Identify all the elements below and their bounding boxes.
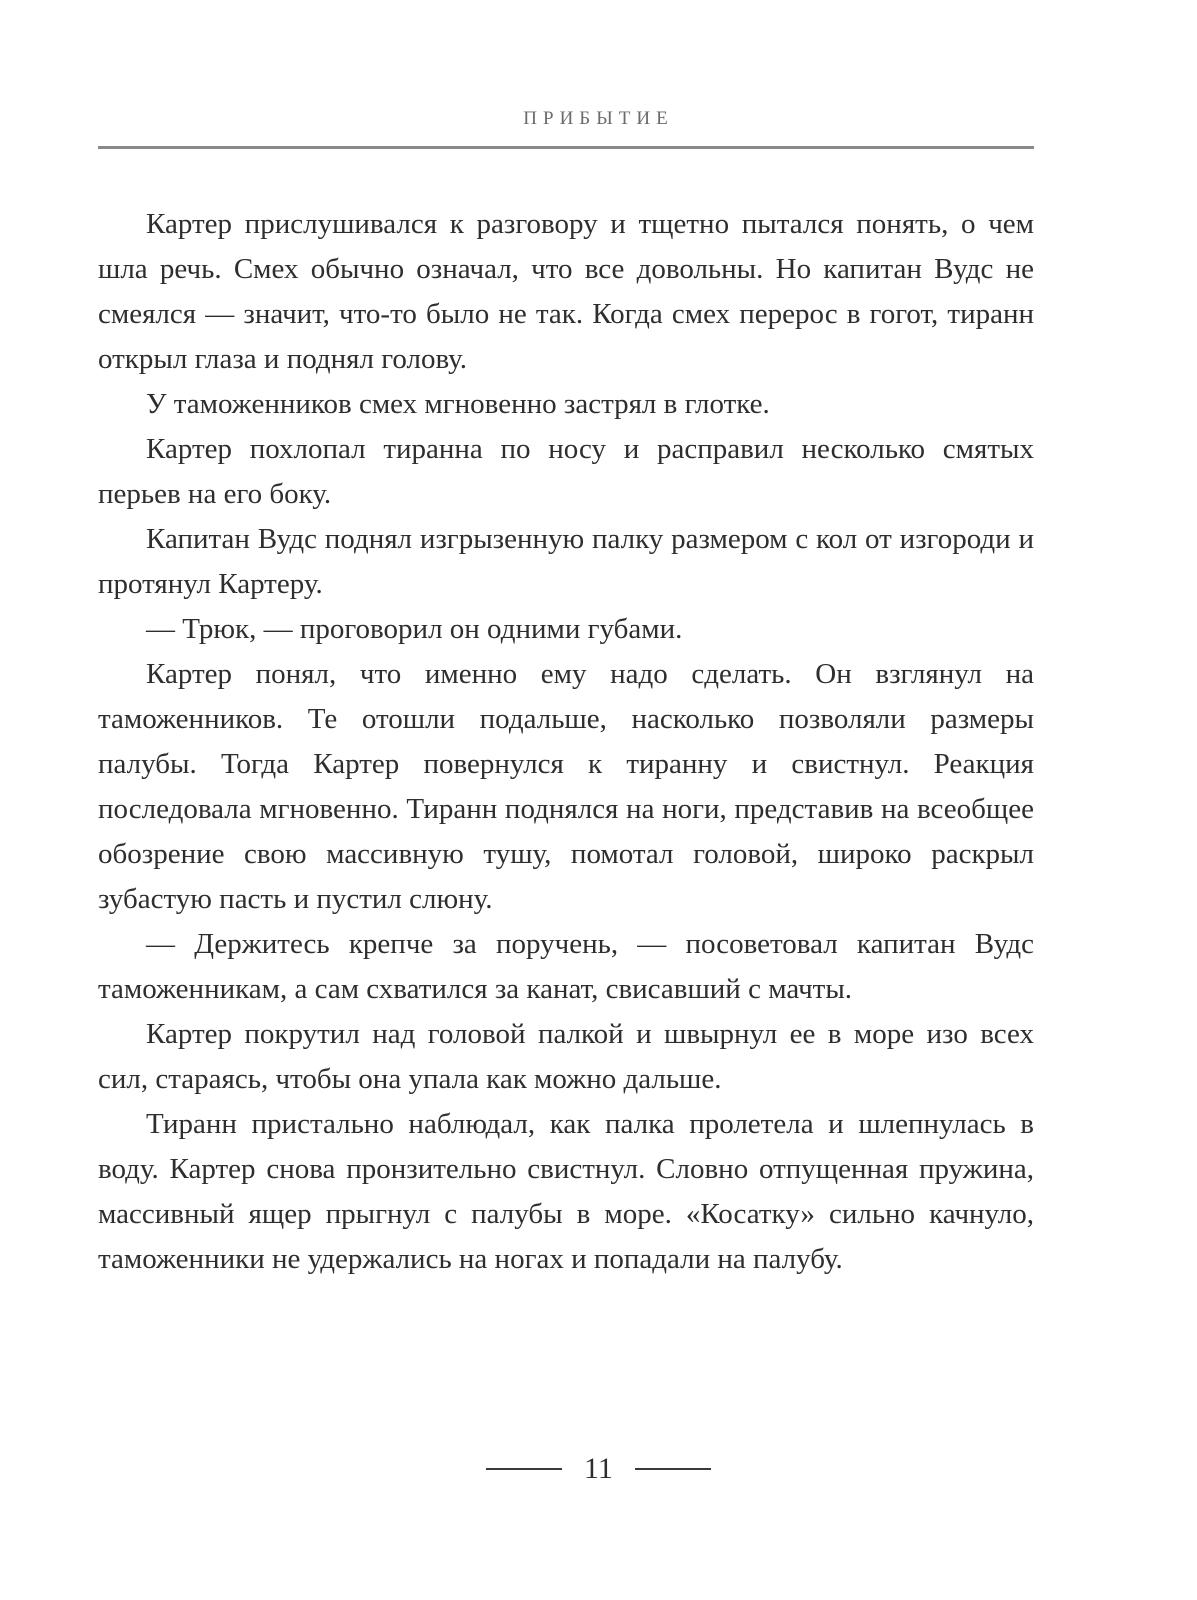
- paragraph: У таможенников смех мгновенно застрял в глотке.: [146, 388, 770, 420]
- paragraph: Картер покрутил над головой палкой и швырнул ее в море изо всех сил, стараясь, чтобы она упала как можно дальше.: [98, 1018, 1034, 1095]
- folio-rule-right: [635, 1468, 711, 1470]
- folio-rule-left: [486, 1468, 562, 1470]
- body-text: [98, 202, 1034, 1282]
- paragraph: Картер похлопал тиранна по носу и расправил несколько смятых перьев на его боку.: [98, 433, 1034, 510]
- page-number: 11: [584, 1452, 613, 1485]
- paragraph: Картер прислушивался к разговору и тщетно пытался понять, о чем шла речь. Смех обычно означал, что все довольны. Но капитан Вудс не смеялся — значит, что-то было не так. Когда смех перерос в гогот, тиранн открыл глаза и поднял голову.: [98, 208, 1034, 375]
- dialogue-paragraph: — Держитесь крепче за поручень, — посоветовал капитан Вудс таможенникам, а сам схватился за канат, свисавший с мачты.: [98, 928, 1034, 1005]
- running-head: ПРИБЫТИЕ: [523, 108, 674, 129]
- paragraph: Капитан Вудс поднял изгрызенную палку размером с кол от изгороди и протянул Картеру.: [98, 523, 1034, 600]
- running-head-rule: [98, 146, 1034, 149]
- paragraph: Тиранн пристально наблюдал, как палка пролетела и шлепнулась в воду. Картер снова пронзительно свистнул. Словно отпущенная пружина, массивный ящер прыгнул с палубы в море. «Косатку» сильно качнуло, таможенники не удержались на ногах и попадали на палубу.: [98, 1108, 1034, 1275]
- paragraph: Картер понял, что именно ему надо сделать. Он взглянул на таможенников. Те отошли подальше, насколько позволяли размеры палубы. Тогда Картер повернулся к тиранну и свистнул. Реакция последовала мгновенно. Тиранн поднялся на ноги, представив на всеобщее обозрение свою массивную тушу, помотал головой, широко раскрыл зубастую пасть и пустил слюну.: [98, 658, 1034, 915]
- dialogue-paragraph: — Трюк, — проговорил он одними губами.: [146, 613, 683, 645]
- folio: [0, 1452, 1197, 1486]
